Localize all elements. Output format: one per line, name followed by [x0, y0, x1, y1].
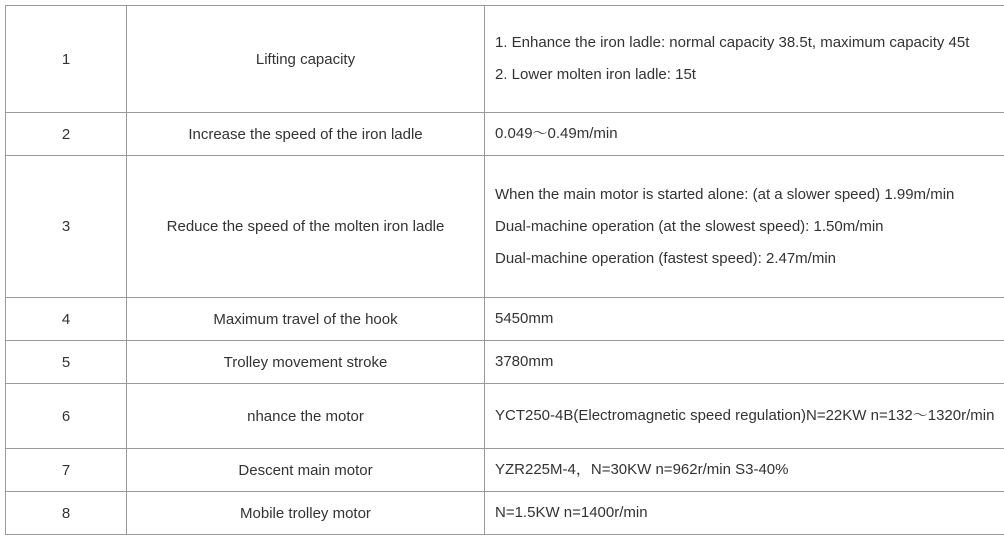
table-row — [6, 298, 1004, 341]
table-row — [6, 384, 1004, 449]
row-number: 2 — [6, 113, 127, 156]
row-number: 8 — [6, 492, 127, 535]
parameter-name: Descent main motor — [127, 449, 485, 492]
parameter-value — [485, 341, 1004, 384]
parameter-value — [485, 298, 1004, 341]
table-row — [6, 113, 1004, 156]
parameter-name: Maximum travel of the hook — [127, 298, 485, 341]
parameter-name: Lifting capacity — [127, 6, 485, 113]
parameter-value — [485, 156, 1004, 298]
parameter-value — [485, 113, 1004, 156]
value-line: 5450mm — [495, 310, 554, 327]
parameter-value — [485, 6, 1004, 113]
row-number: 1 — [6, 6, 127, 113]
value-line: 1. Enhance the iron ladle: normal capacity 38.5t, maximum capacity 45t — [495, 34, 970, 51]
parameter-value — [485, 492, 1004, 535]
table-row — [6, 492, 1004, 535]
parameter-name: Mobile trolley motor — [127, 492, 485, 535]
parameter-name: nhance the motor — [127, 384, 485, 449]
table-row — [6, 6, 1004, 113]
value-line: 3780mm — [495, 353, 554, 370]
parameter-name: Increase the speed of the iron ladle — [127, 113, 485, 156]
table-row — [6, 449, 1004, 492]
value-line: Dual-machine operation (at the slowest speed): 1.50m/min — [495, 217, 884, 235]
parameter-value — [485, 384, 1004, 449]
row-number: 3 — [6, 156, 127, 298]
table-row — [6, 341, 1004, 384]
table-row — [6, 156, 1004, 298]
parameter-name: Trolley movement stroke — [127, 341, 485, 384]
value-line: Dual-machine operation (fastest speed): 2.47m/min — [495, 249, 837, 267]
parameter-value — [485, 449, 1004, 492]
row-number: 7 — [6, 449, 127, 492]
value-line: YZR225M-4，N=30KW n=962r/min S3-40% — [495, 461, 789, 478]
value-line: 0.049～0.49m/min — [495, 125, 618, 142]
specification-table — [5, 5, 1004, 535]
value-line: When the main motor is started alone: (at a slower speed) 1.99m/min — [495, 185, 955, 203]
parameter-name: Reduce the speed of the molten iron ladle — [127, 156, 485, 298]
value-line: 2. Lower molten iron ladle: 15t — [495, 66, 696, 83]
row-number: 4 — [6, 298, 127, 341]
value-line: N=1.5KW n=1400r/min — [495, 504, 648, 521]
row-number: 5 — [6, 341, 127, 384]
value-line: YCT250-4B(Electromagnetic speed regulation)N=22KW n=132～1320r/min — [495, 407, 995, 424]
row-number: 6 — [6, 384, 127, 449]
